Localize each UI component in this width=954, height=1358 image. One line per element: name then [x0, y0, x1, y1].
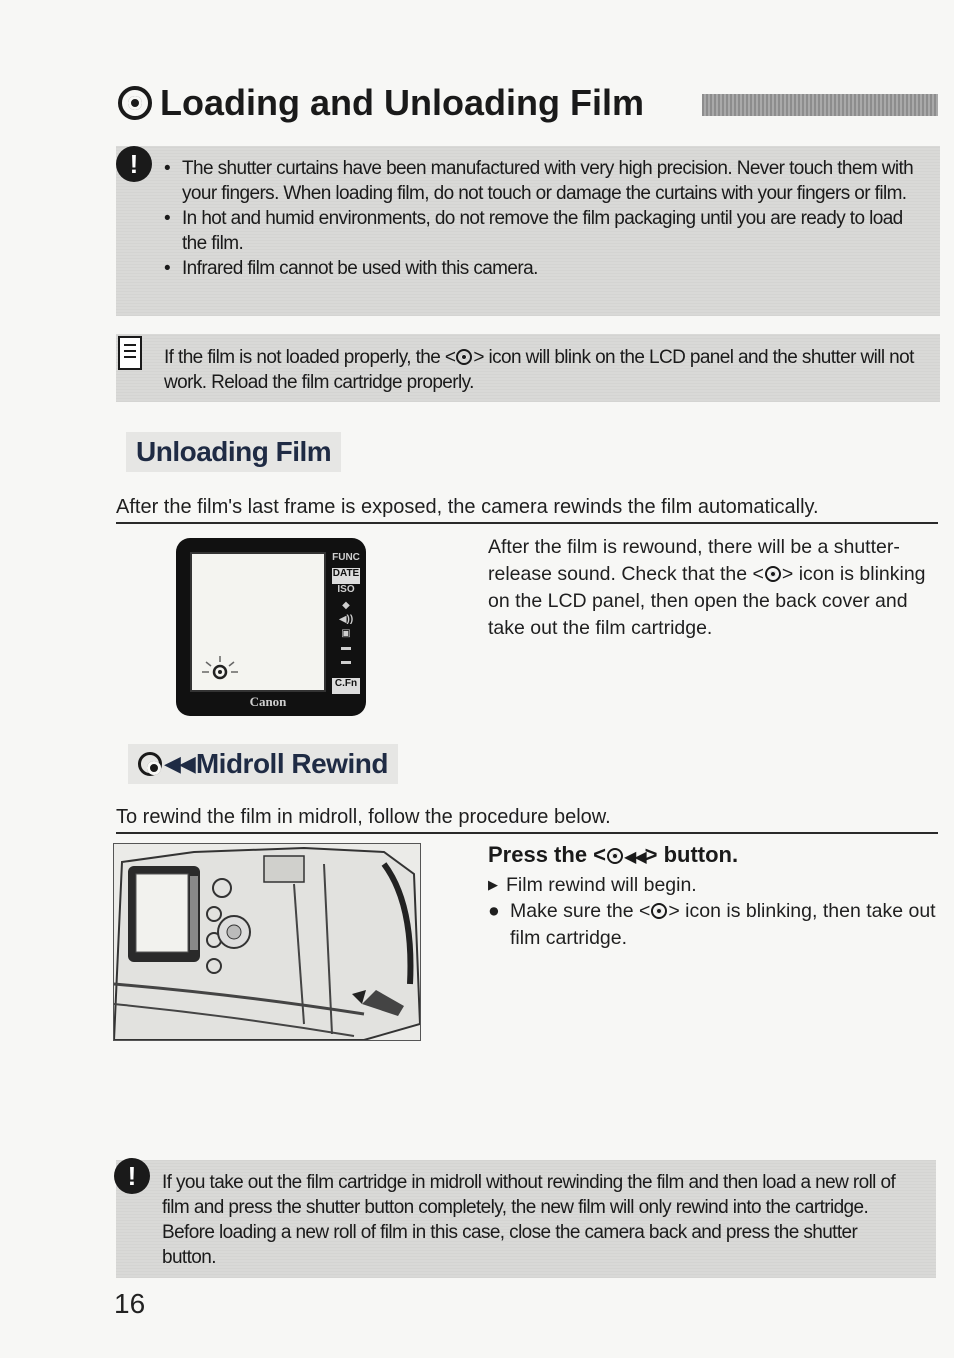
film-cartridge-icon	[118, 86, 152, 120]
midroll-result-text: Film rewind will begin.	[506, 874, 697, 896]
film-cartridge-icon	[607, 848, 623, 864]
result-arrow-icon: ▶	[488, 877, 498, 892]
midroll-step-title	[488, 842, 936, 868]
unloading-intro: After the film's last frame is exposed, the camera rewinds the film automatically.	[116, 496, 819, 518]
bullet-icon: ●	[488, 900, 500, 922]
midroll-rewind-icon: ◀◀	[624, 849, 645, 866]
memo-text-part: > icon will blink on the LCD panel and the shutter will not work. Reload the film cartridge properly.	[164, 347, 914, 393]
section-heading-unloading: Unloading Film	[126, 432, 341, 472]
unloading-description	[488, 534, 936, 642]
midroll-note-part: Make sure the <	[510, 900, 651, 922]
memo-icon	[118, 336, 142, 370]
lcd-side-label: C.Fn	[332, 678, 360, 694]
lcd-brand-logo: Canon	[249, 694, 287, 709]
section-rule	[116, 522, 938, 524]
section-heading-midroll	[128, 744, 398, 784]
midroll-rewind-icon: ◀◀	[164, 751, 194, 776]
caution-icon: !	[114, 1158, 150, 1194]
film-cartridge-icon	[456, 349, 472, 365]
lcd-side-label: FUNC	[332, 552, 360, 563]
caution-bullet: • In hot and humid environments, do not remove the film packaging until you are ready to load the film.	[164, 206, 916, 256]
caution-text-bottom: If you take out the film cartridge in midroll without rewinding the film and then load a new roll of film and press the shutter button completely, the new film will only rewind into the cartridge. Before loading a new roll of film in this case, close the camera back and press the shutter button.	[162, 1172, 896, 1268]
caution-bullet: • Infrared film cannot be used with this camera.	[164, 256, 916, 281]
caution-icon: !	[116, 146, 152, 182]
section-rule	[116, 832, 938, 834]
memo-text	[164, 345, 916, 395]
midroll-intro: To rewind the film in midroll, follow the procedure below.	[116, 806, 611, 828]
caution-bullet-list	[164, 156, 916, 281]
lcd-side-label: ◆	[342, 600, 350, 611]
page-title-text: Loading and Unloading Film	[160, 82, 644, 123]
page-title	[118, 78, 644, 128]
caution-text-top	[164, 156, 916, 281]
blinking-film-icon	[200, 654, 240, 686]
lcd-panel-illustration	[176, 538, 366, 716]
lcd-side-label: ▬	[341, 656, 351, 667]
unloading-description-part: After the film is rewound, there will be a shutter-release sound. Check that the <	[488, 536, 900, 585]
film-cartridge-icon	[765, 566, 781, 582]
midroll-step-title-part: > button.	[644, 842, 739, 867]
lcd-side-labels	[332, 552, 360, 694]
midroll-result	[488, 871, 936, 899]
caution-bullet: • The shutter curtains have been manufactured with very high precision. Never touch them with your fingers. When loading film, do not touch or damage the curtains with your fingers or film.	[164, 156, 916, 206]
section-heading-text: Midroll Rewind	[195, 748, 388, 779]
lcd-side-label: DATE	[332, 568, 360, 584]
camera-drawing	[114, 844, 420, 1040]
lcd-side-label: ISO	[337, 584, 355, 595]
camera-back-illustration	[113, 843, 421, 1041]
film-cartridge-icon	[651, 903, 667, 919]
page-number: 16	[114, 1288, 146, 1319]
memo-text-part: If the film is not loaded properly, the <	[164, 347, 456, 368]
midroll-note-part: > icon is blinking, then take out film cartridge.	[510, 900, 936, 949]
midroll-step-title-part: Press the <	[488, 842, 607, 867]
title-decor-bar	[702, 94, 938, 116]
film-cartridge-icon	[138, 752, 162, 776]
midroll-note	[488, 898, 936, 952]
lcd-side-label: ▬	[341, 642, 351, 653]
lcd-screen	[190, 552, 326, 692]
lcd-side-label: ▣	[341, 628, 351, 639]
unloading-description-part: > icon is blinking on the LCD panel, then open the back cover and take out the film cartridge.	[488, 563, 926, 639]
lcd-side-label: ◀))	[338, 614, 354, 625]
